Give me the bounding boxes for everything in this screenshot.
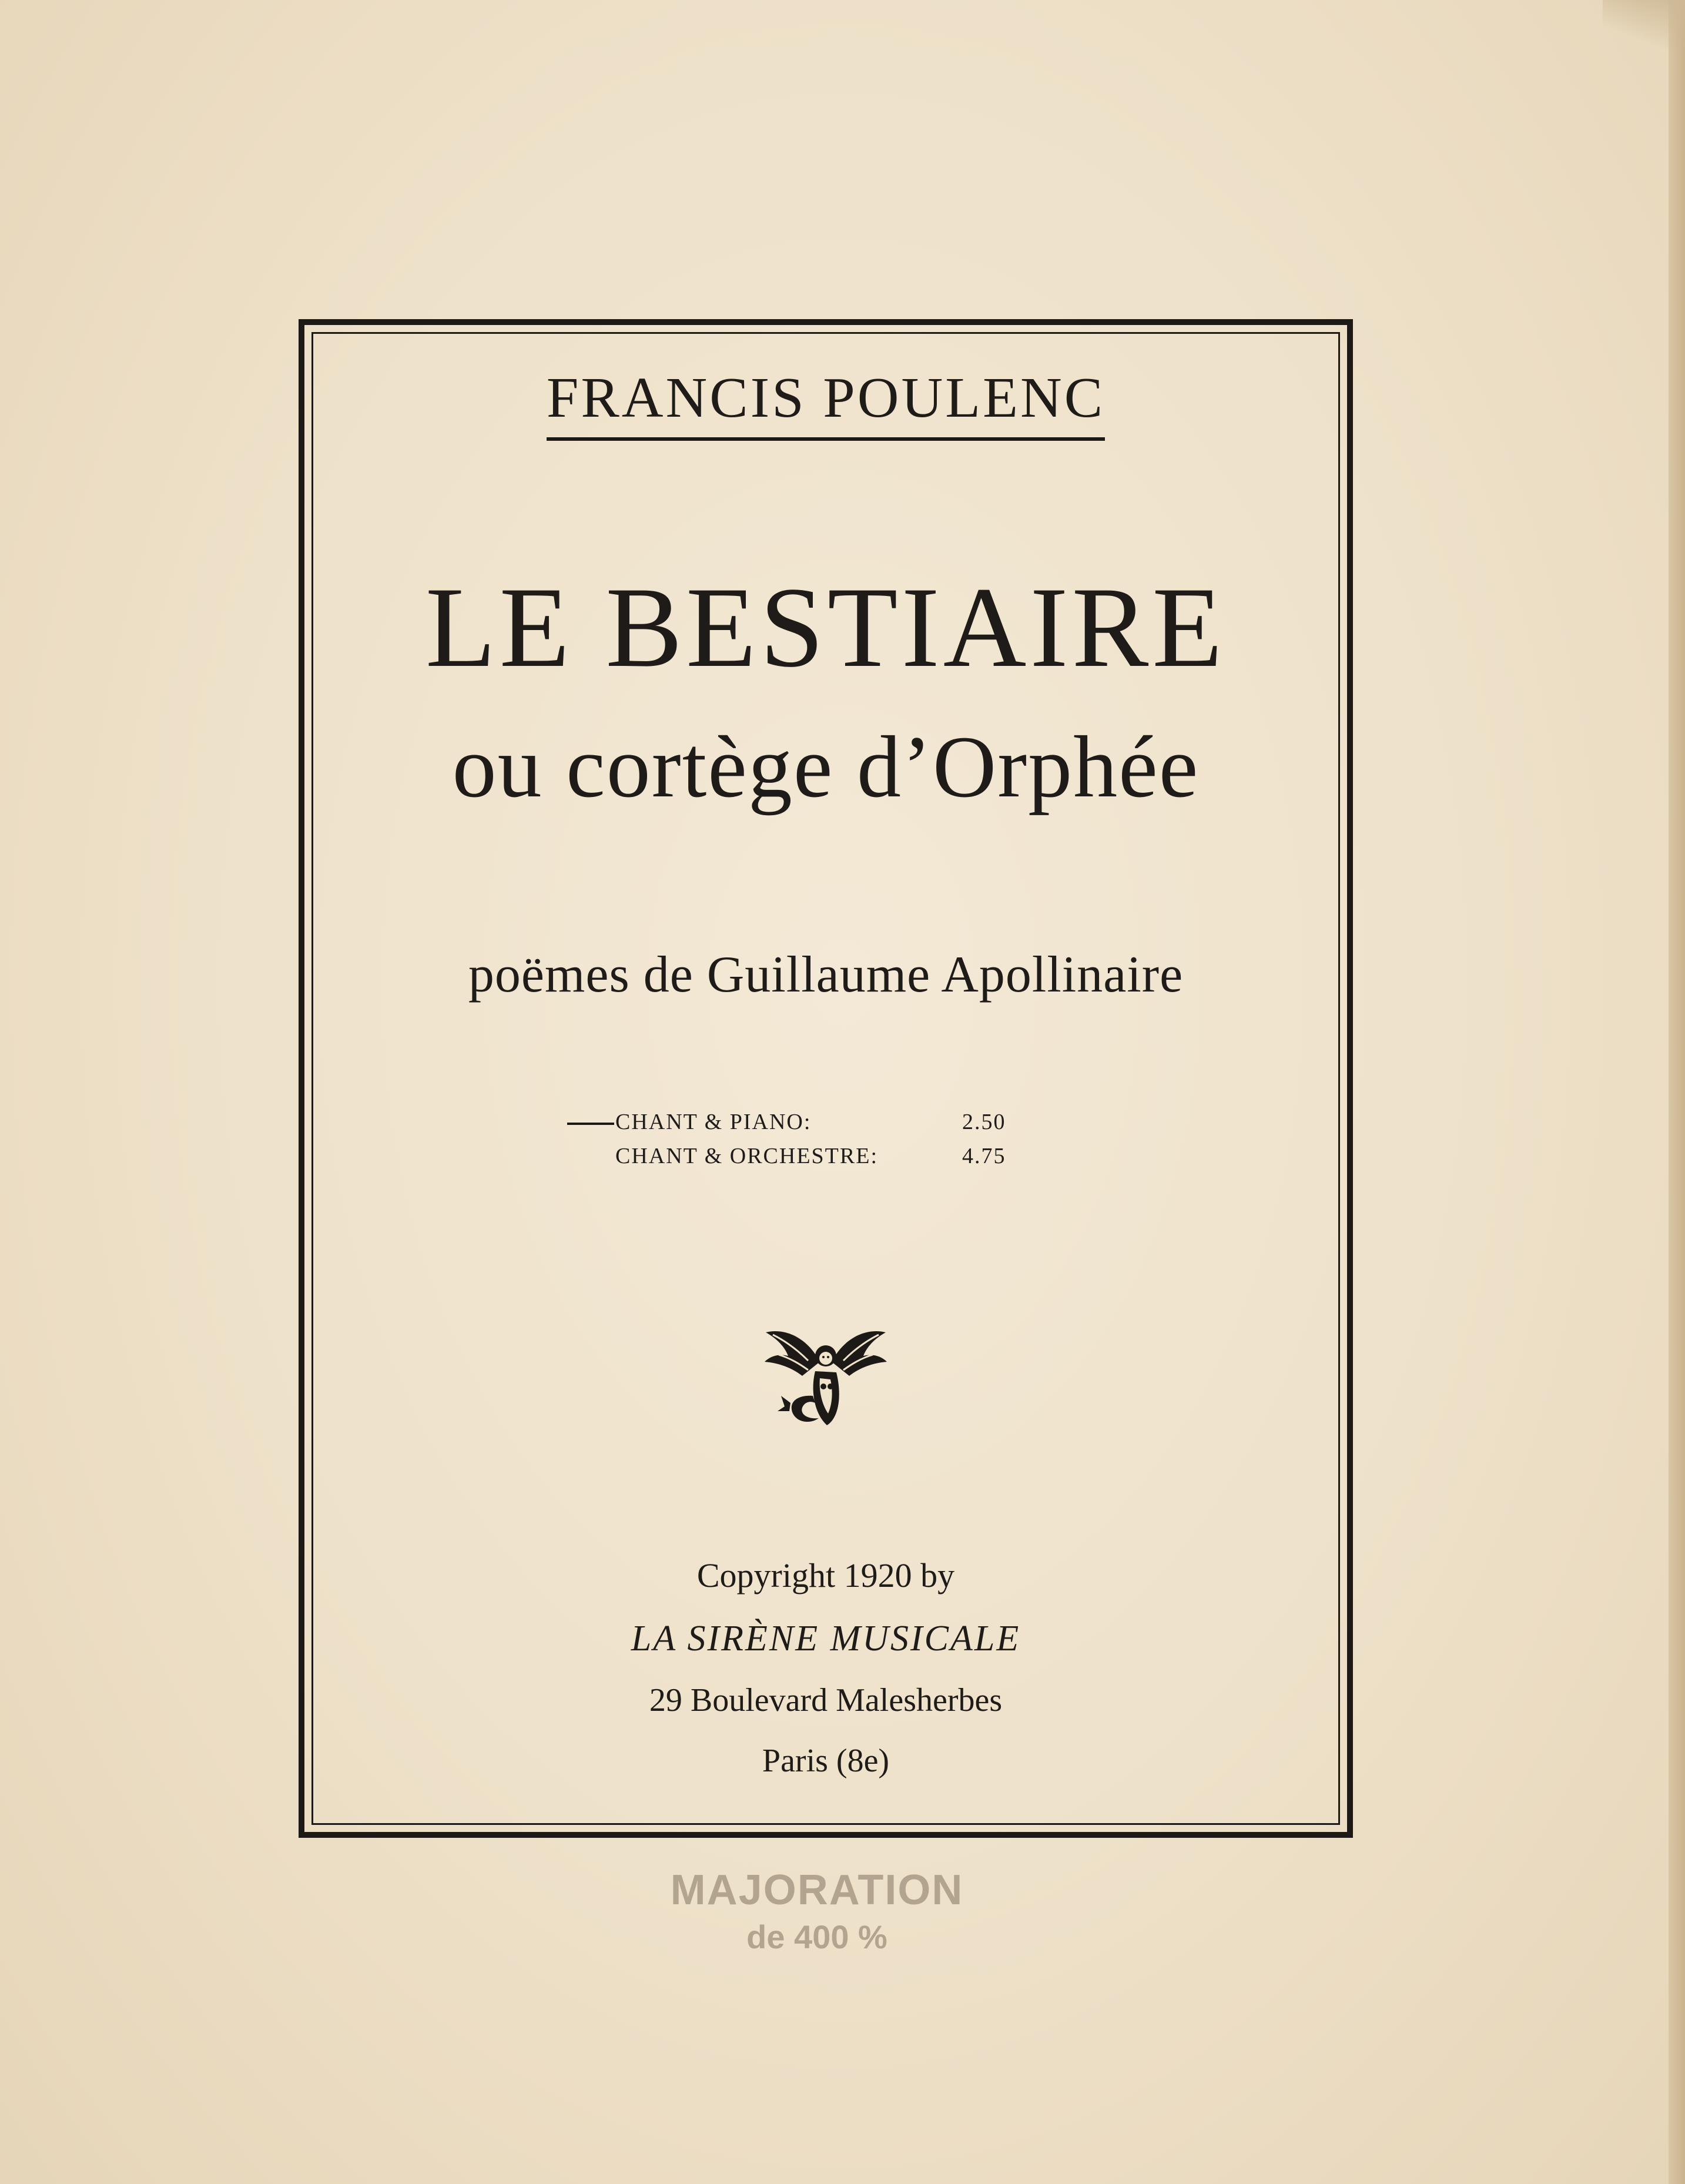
price-label: CHANT & PIANO:: [615, 1110, 812, 1134]
composer-name-text: FRANCIS POULENC: [547, 369, 1105, 441]
publisher-city: Paris (8e): [762, 1743, 890, 1779]
price-label: CHANT & ORCHESTRE:: [615, 1144, 879, 1168]
work-subtitle: ou cortège d’Orphée: [452, 718, 1200, 816]
paper-corner-shadow: [1603, 0, 1685, 53]
composer-name: [311, 366, 1340, 441]
copyright-line: Copyright 1920 by: [696, 1556, 955, 1595]
inner-frame-border: [311, 332, 1340, 1825]
price-value: 4.75: [962, 1144, 1006, 1168]
paper-edge: [1669, 0, 1685, 2184]
publisher-address: 29 Boulevard Malesherbes: [649, 1682, 1003, 1719]
siren-emblem-icon: [761, 1325, 890, 1431]
poet-credit: poëmes de Guillaume Apollinaire: [468, 946, 1184, 1003]
publisher-name: LA SIRÈNE MUSICALE: [631, 1619, 1021, 1659]
price-value: 2.50: [962, 1110, 1006, 1134]
stamp-line1: MAJORATION: [670, 1867, 964, 1914]
price-increase-stamp: [670, 1869, 964, 1954]
price-dash: [567, 1123, 614, 1125]
work-title: LE BESTIAIRE: [425, 564, 1227, 691]
stamp-line2: de 400 %: [746, 1918, 887, 1955]
